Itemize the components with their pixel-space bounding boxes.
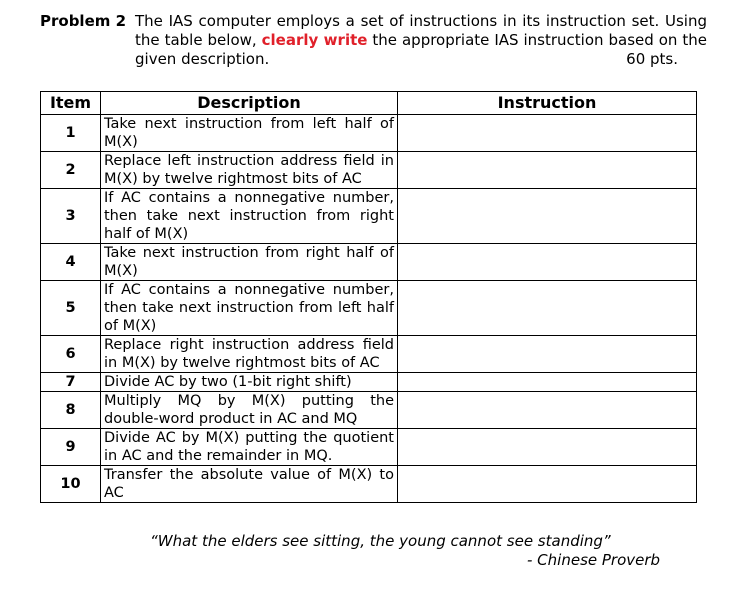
instruction-table (40, 91, 697, 503)
row-item: 4 (41, 244, 101, 281)
header-instruction: Instruction (398, 92, 697, 115)
table-row (41, 152, 697, 189)
row-description: Replace left instruction address field in M(X) by twelve rightmost bits of AC (101, 152, 398, 189)
proverb-quote: “What the elders see sitting, the young cannot see standing” (150, 532, 611, 550)
row-description: If AC contains a nonnegative number, then take next instruction from right half of M(X) (101, 189, 398, 244)
row-item: 5 (41, 281, 101, 336)
row-description: Replace right instruction address field in M(X) by twelve rightmost bits of AC (101, 336, 398, 373)
header-description: Description (101, 92, 398, 115)
row-description: Take next instruction from left half of M(X) (101, 115, 398, 152)
row-instruction[interactable] (398, 115, 697, 152)
table-row (41, 392, 697, 429)
row-instruction[interactable] (398, 281, 697, 336)
problem-statement (135, 12, 707, 69)
row-description: Transfer the absolute value of M(X) to AC (101, 466, 398, 503)
table-row (41, 373, 697, 392)
problem-points: 60 pts. (626, 50, 678, 68)
row-description: If AC contains a nonnegative number, then take next instruction from left half of M(X) (101, 281, 398, 336)
table-row (41, 336, 697, 373)
row-instruction[interactable] (398, 244, 697, 281)
row-instruction[interactable] (398, 189, 697, 244)
row-description: Take next instruction from right half of M(X) (101, 244, 398, 281)
row-instruction[interactable] (398, 373, 697, 392)
row-description: Multiply MQ by M(X) putting the double-word product in AC and MQ (101, 392, 398, 429)
row-instruction[interactable] (398, 429, 697, 466)
row-instruction[interactable] (398, 392, 697, 429)
row-item: 8 (41, 392, 101, 429)
table-row (41, 466, 697, 503)
problem-text-after: the appropriate IAS instruction based on the given description. (135, 31, 708, 68)
row-item: 2 (41, 152, 101, 189)
row-instruction[interactable] (398, 152, 697, 189)
row-item: 7 (41, 373, 101, 392)
row-item: 9 (41, 429, 101, 466)
row-item: 6 (41, 336, 101, 373)
header-item: Item (41, 92, 101, 115)
row-item: 1 (41, 115, 101, 152)
table-header-row (41, 92, 697, 115)
row-item: 10 (41, 466, 101, 503)
table-row (41, 244, 697, 281)
row-description: Divide AC by two (1-bit right shift) (101, 373, 398, 392)
row-instruction[interactable] (398, 466, 697, 503)
problem-text-before: The IAS computer employs a set of instructions in its instruction set. Using the table below, (135, 12, 707, 49)
row-description: Divide AC by M(X) putting the quotient in AC and the remainder in MQ. (101, 429, 398, 466)
table-row (41, 429, 697, 466)
problem-highlight: clearly write (261, 31, 368, 49)
proverb-author: - Chinese Proverb (527, 551, 661, 569)
table-row (41, 115, 697, 152)
row-item: 3 (41, 189, 101, 244)
table-row (41, 189, 697, 244)
table-row (41, 281, 697, 336)
row-instruction[interactable] (398, 336, 697, 373)
problem-label: Problem 2 (40, 12, 127, 30)
